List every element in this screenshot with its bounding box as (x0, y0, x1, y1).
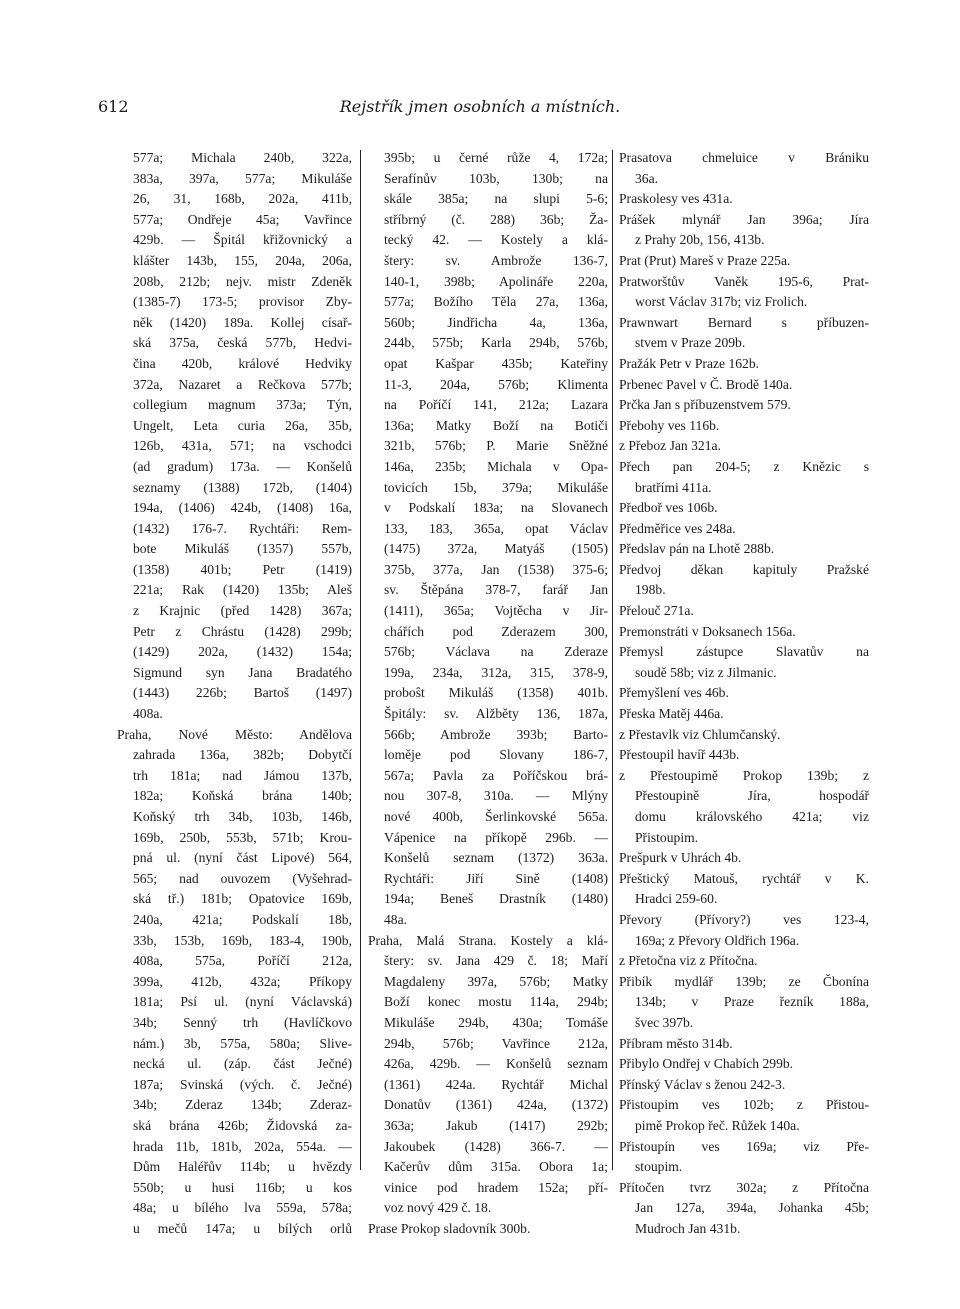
index-line: Prase Prokop sladovník 300b. (368, 1220, 531, 1236)
index-line: worst Václav 317b; viz Frolich. (635, 294, 808, 310)
column-divider (612, 150, 613, 1170)
index-line: Prášek mlynář Jan 396a; Jíra (619, 211, 869, 227)
index-line: nou 307-8, 310a. — Mlýny (384, 788, 608, 804)
index-line: 36a. (635, 170, 659, 186)
index-line: z Přestoupimě Prokop 139b; z (619, 767, 869, 783)
index-line: tovicích 15b, 379a; Mikuláše (384, 479, 608, 495)
index-line: z Krajnic (před 1428) 367a; (133, 603, 352, 619)
page-number: 612 (98, 97, 129, 116)
index-line: Rychtáři: Jiří Sině (1408) (384, 870, 608, 886)
index-line: (1432) 176-7. Rychtáři: Rem- (133, 520, 352, 536)
index-line: štery: sv. Ambrože 136-7, (384, 252, 608, 268)
index-line: 34b; Zderaz 134b; Zderaz- (133, 1097, 352, 1113)
index-line: (1443) 226b; Bartoš (1497) (133, 685, 352, 701)
index-line: 372a, Nazaret a Rečkova 577b; (133, 376, 352, 392)
index-line: 221a; Rak (1420) 135b; Aleš (133, 582, 352, 598)
index-line: (1475) 372a, Matyáš (1505) (384, 541, 608, 557)
index-line: 321b, 576b; P. Marie Sněžné (384, 438, 608, 454)
index-line: 426a, 429b. — Konšelů seznam (384, 1056, 608, 1072)
index-line: z Přestavlk viz Chlumčanský. (619, 726, 781, 742)
index-line: bote Mikuláš (1357) 557b, (133, 541, 352, 557)
index-line: Přistoupim ves 102b; z Přistou- (619, 1097, 869, 1113)
index-line: 182a; Koňská brána 140b; (133, 788, 352, 804)
index-line: Kačerův dům 315a. Obora 1a; (384, 1159, 608, 1175)
index-line: nové 400b, Šerlinkovské 565a. (384, 809, 608, 824)
index-line: loměje pod Slovany 186-7, (384, 747, 608, 763)
index-line: 567a; Pavla za Poříčskou brá- (384, 767, 608, 783)
index-line: ská brána 426b; Židovská za- (133, 1117, 352, 1133)
index-line: štery: sv. Jana 429 č. 18; Maří (384, 953, 608, 969)
index-line: Přemysl zástupce Slavatův na (619, 644, 869, 660)
index-line: soudě 58b; viz z Jilmanic. (635, 664, 777, 680)
index-line: chářích pod Zderazem 300, (384, 623, 608, 639)
index-line: (1411), 365a; Vojtěcha v Jir- (384, 603, 608, 619)
index-line: něk (1420) 189a. Kollej císař- (133, 314, 352, 330)
index-line: Hradci 259-60. (635, 891, 718, 907)
index-line: Přebohy ves 116b. (619, 417, 720, 433)
index-line: z Přetočna viz z Přítočna. (619, 953, 758, 969)
index-line: klášter 143b, 155, 204a, 206a, (133, 252, 352, 268)
index-line: 208b, 212b; nejv. mistr Zdeněk (133, 273, 352, 289)
index-line: ská 375a, česká 577b, Hedvi- (133, 335, 352, 351)
index-line: hrada 11b, 181b, 202a, 554a. — (133, 1138, 352, 1154)
index-line: pná ul. (nyní část Lipové) 564, (133, 850, 352, 866)
index-line: 126b, 431a, 571; na vschodci (133, 438, 352, 454)
index-line: 429b. — Špitál křižovnický a (133, 232, 352, 248)
index-line: Konšelů seznam (1372) 363a. (384, 850, 608, 866)
index-line: 136a; Matky Boží na Botiči (384, 417, 608, 433)
index-line: Dům Haléřův 114b; u hvězdy (133, 1159, 352, 1175)
index-line: collegium magnum 373a; Týn, (133, 397, 352, 413)
index-line: (1358) 401b; Petr (1419) (133, 561, 352, 577)
index-line: z Přeboz Jan 321a. (619, 438, 721, 454)
index-line: Prat (Prut) Mareš v Praze 225a. (619, 252, 791, 268)
index-line: 26, 31, 168b, 202a, 411b, (133, 191, 352, 207)
index-line: 199a, 234a, 312a, 315, 378-9, (384, 664, 608, 680)
index-line: 169a; z Převory Oldřich 196a. (635, 932, 800, 948)
index-line: Přech pan 204-5; z Knězic s (619, 458, 869, 474)
index-line: 194a; Beneš Drastník (1480) (384, 891, 608, 907)
index-line: Přistoupim. (635, 829, 699, 845)
index-line: Koňský trh 34b, 103b, 146b, (133, 809, 352, 824)
index-line: 577a; Michala 240b, 322a, (133, 150, 352, 165)
index-line: 146a, 235b; Michala v Opa- (384, 458, 608, 474)
index-line: Špitály: sv. Alžběty 136, 187a, (384, 706, 608, 722)
index-line: stvem v Praze 209b. (635, 335, 746, 351)
index-line: voz nový 429 č. 18. (384, 1200, 492, 1216)
index-line: Praha, Nové Město: Andělova (117, 726, 352, 742)
index-line: zahrada 136a, 382b; Dobytčí (133, 747, 352, 763)
index-line: trh 181a; nad Jámou 137b, (133, 767, 352, 783)
index-line: bratřími 411a. (635, 479, 712, 495)
index-line: Přistoupín ves 169a; viz Pře- (619, 1138, 869, 1154)
index-line: Prawnwart Bernard s příbuzen- (619, 314, 869, 330)
index-line: Praskolesy ves 431a. (619, 191, 733, 207)
index-line: 383a, 397a, 577a; Mikuláše (133, 170, 352, 186)
index-line: Magdaleny 397a, 576b; Matky (384, 973, 608, 989)
index-line: 181a; Psí ul. (nyní Václavská) (133, 994, 352, 1010)
index-line: Přínský Václav s ženou 242-3. (619, 1076, 786, 1092)
index-column-2 (368, 148, 608, 1239)
index-line: Mudroch Jan 431b. (635, 1220, 741, 1236)
running-head: Rejstřík jmen osobních a místních. (339, 97, 621, 116)
index-line: 240a, 421a; Podskalí 18b, (133, 911, 352, 927)
index-line: Boží konec mostu 114a, 294b; (384, 994, 608, 1010)
index-line: 577a; Ondřeje 45a; Vavřince (133, 211, 352, 227)
index-line: Předvoj děkan kapituly Pražské (619, 561, 869, 577)
index-line: 375b, 377a, Jan (1538) 375-6; (384, 561, 608, 577)
index-line: 11-3, 204a, 576b; Klimenta (384, 376, 608, 392)
index-line: 244b, 575b; Karla 294b, 576b, (384, 335, 608, 351)
index-line: Přibylo Ondřej v Chabích 299b. (619, 1056, 794, 1072)
index-line: Přelouč 271a. (619, 603, 694, 619)
index-line: Přestoupil havíř 443b. (619, 747, 740, 763)
index-line: Petr z Chrástu (1428) 299b; (133, 623, 352, 639)
index-line: 48a. (384, 911, 408, 927)
index-line: 133, 183, 365a, opat Václav (384, 520, 608, 536)
index-line: (1385-7) 173-5; provisor Zby- (133, 294, 352, 310)
index-line: sv. Štěpána 378-7, farář Jan (384, 582, 608, 598)
index-line: 577a; Božího Těla 27a, 136a, (384, 294, 608, 310)
index-line: 576b; Václava na Zderaze (384, 644, 608, 660)
index-line: v Podskalí 183a; na Slovanech (384, 500, 608, 516)
index-line: Přemyšlení ves 46b. (619, 685, 729, 701)
index-line: Pratworštův Vaněk 195-6, Prat- (619, 273, 869, 289)
index-line: Prbenec Pavel v Č. Brodě 140a. (619, 376, 793, 392)
index-line: 34b; Senný trh (Havlíčkovo (133, 1014, 352, 1030)
index-line: Předměřice ves 248a. (619, 520, 736, 536)
index-line: nám.) 3b, 575a, 580a; Slive- (133, 1035, 352, 1051)
index-line: Vápenice na příkopě 296b. — (384, 829, 608, 845)
index-line: Sigmund syn Jana Bradatého (133, 664, 352, 680)
index-line: (1429) 202a, (1432) 154a; (133, 644, 352, 660)
index-line: Přibík mydlář 139b; ze Čbonína (619, 973, 869, 989)
index-line: Premonstráti v Doksanech 156a. (619, 623, 796, 639)
index-line: stříbrný (č. 288) 36b; Ža- (384, 211, 608, 227)
index-line: tecký 42. — Kostely a klá- (384, 232, 608, 248)
index-line: 395b; u černé růže 4, 172a; (384, 150, 608, 165)
index-line: čina 420b, králové Hedviky (133, 355, 352, 371)
index-line: na Poříčí 141, 212a; Lazara (384, 397, 608, 413)
index-line: 140-1, 398b; Apolináře 220a, (384, 273, 608, 289)
index-line: 550b; u husi 116b; u kos (133, 1179, 352, 1195)
index-line: 33b, 153b, 169b, 183-4, 190b, (133, 932, 352, 948)
index-line: domu královského 421a; viz (635, 809, 869, 824)
index-line: Předboř ves 106b. (619, 500, 718, 516)
index-line: proboŝt Mikuláš (1358) 401b. (384, 685, 608, 701)
index-line: Serafínův 103b, 130b; na (384, 170, 608, 186)
index-line: Přítočen tvrz 302a; z Přítočna (619, 1179, 869, 1195)
index-line: seznamy (1388) 172b, (1404) (133, 479, 352, 495)
index-line: 560b; Jindřicha 4a, 136a, (384, 314, 608, 330)
index-line: Mikuláše 294b, 430a; Tomáše (384, 1014, 608, 1030)
index-line: Donatův (1361) 424a, (1372) (384, 1097, 608, 1113)
index-line: Přeska Matěj 446a. (619, 706, 724, 722)
index-line: Praha, Malá Strana. Kostely a klá- (368, 932, 608, 948)
index-line: 565; nad ouvozem (Vyšehrad- (133, 870, 352, 886)
index-line: Ungelt, Leta curia 26a, 35b, (133, 417, 352, 433)
index-line: Příbram město 314b. (619, 1035, 733, 1051)
index-line: Prešpurk v Uhrách 4b. (619, 850, 742, 866)
index-line: 294b, 576b; Vavřince 212a, (384, 1035, 608, 1051)
index-line: 408a, 575a, Poříčí 212a, (133, 953, 352, 969)
index-line: vinice pod hradem 152a; pří- (384, 1179, 608, 1195)
index-column-1 (117, 148, 352, 1239)
index-line: opat Kašpar 435b; Kateřiny (384, 355, 608, 371)
index-line: 194a, (1406) 424b, (1408) 16a, (133, 500, 352, 516)
index-line: u mečů 147a; u bílých orlů (133, 1220, 352, 1236)
index-column-3 (619, 148, 869, 1239)
index-line: Prasatova chmeluice v Brániku (619, 150, 869, 165)
index-line: Jan 127a, 394a, Johanka 45b; (635, 1200, 869, 1216)
index-line: Prčka Jan s příbuzenstvem 579. (619, 397, 791, 413)
index-line: 566b; Ambrože 393b; Barto- (384, 726, 608, 742)
index-line: skále 385a; na slupi 5-6; (384, 191, 608, 207)
index-line: 169b, 250b, 553b, 571b; Krou- (133, 829, 352, 845)
index-line: 187a; Svinská (vých. č. Ječné) (133, 1076, 352, 1092)
index-line: 198b. (635, 582, 666, 598)
index-line: necká ul. (záp. část Ječné) (133, 1056, 352, 1072)
index-line: ská tř.) 181b; Opatovice 169b, (133, 891, 352, 907)
index-line: (ad gradum) 173a. — Konšelů (133, 458, 352, 474)
index-line: (1361) 424a. Rychtář Michal (384, 1076, 608, 1092)
index-line: Přestoupině Jíra, hospodář (635, 788, 869, 804)
index-line: Přeštický Matouš, rychtář v K. (619, 870, 869, 886)
index-line: 399a, 412b, 432a; Příkopy (133, 973, 352, 989)
index-line: 48a; u bílého lva 559a, 578a; (133, 1200, 352, 1216)
index-line: 134b; v Praze řezník 188a, (635, 994, 869, 1010)
column-divider (360, 150, 361, 1170)
index-line: z Prahy 20b, 156, 413b. (635, 232, 765, 248)
index-line: stoupim. (635, 1159, 683, 1175)
index-line: 363a; Jakub (1417) 292b; (384, 1117, 608, 1133)
index-line: pimě Prokop řeč. Růžek 140a. (635, 1117, 800, 1133)
index-line: Jakoubek (1428) 366-7. — (384, 1138, 608, 1154)
index-line: Předslav pán na Lhotě 288b. (619, 541, 775, 557)
index-line: Převory (Přívory?) ves 123-4, (619, 911, 869, 927)
index-line: Pražák Petr v Praze 162b. (619, 355, 760, 371)
index-line: 408a. (133, 706, 163, 722)
index-line: švec 397b. (635, 1014, 694, 1030)
